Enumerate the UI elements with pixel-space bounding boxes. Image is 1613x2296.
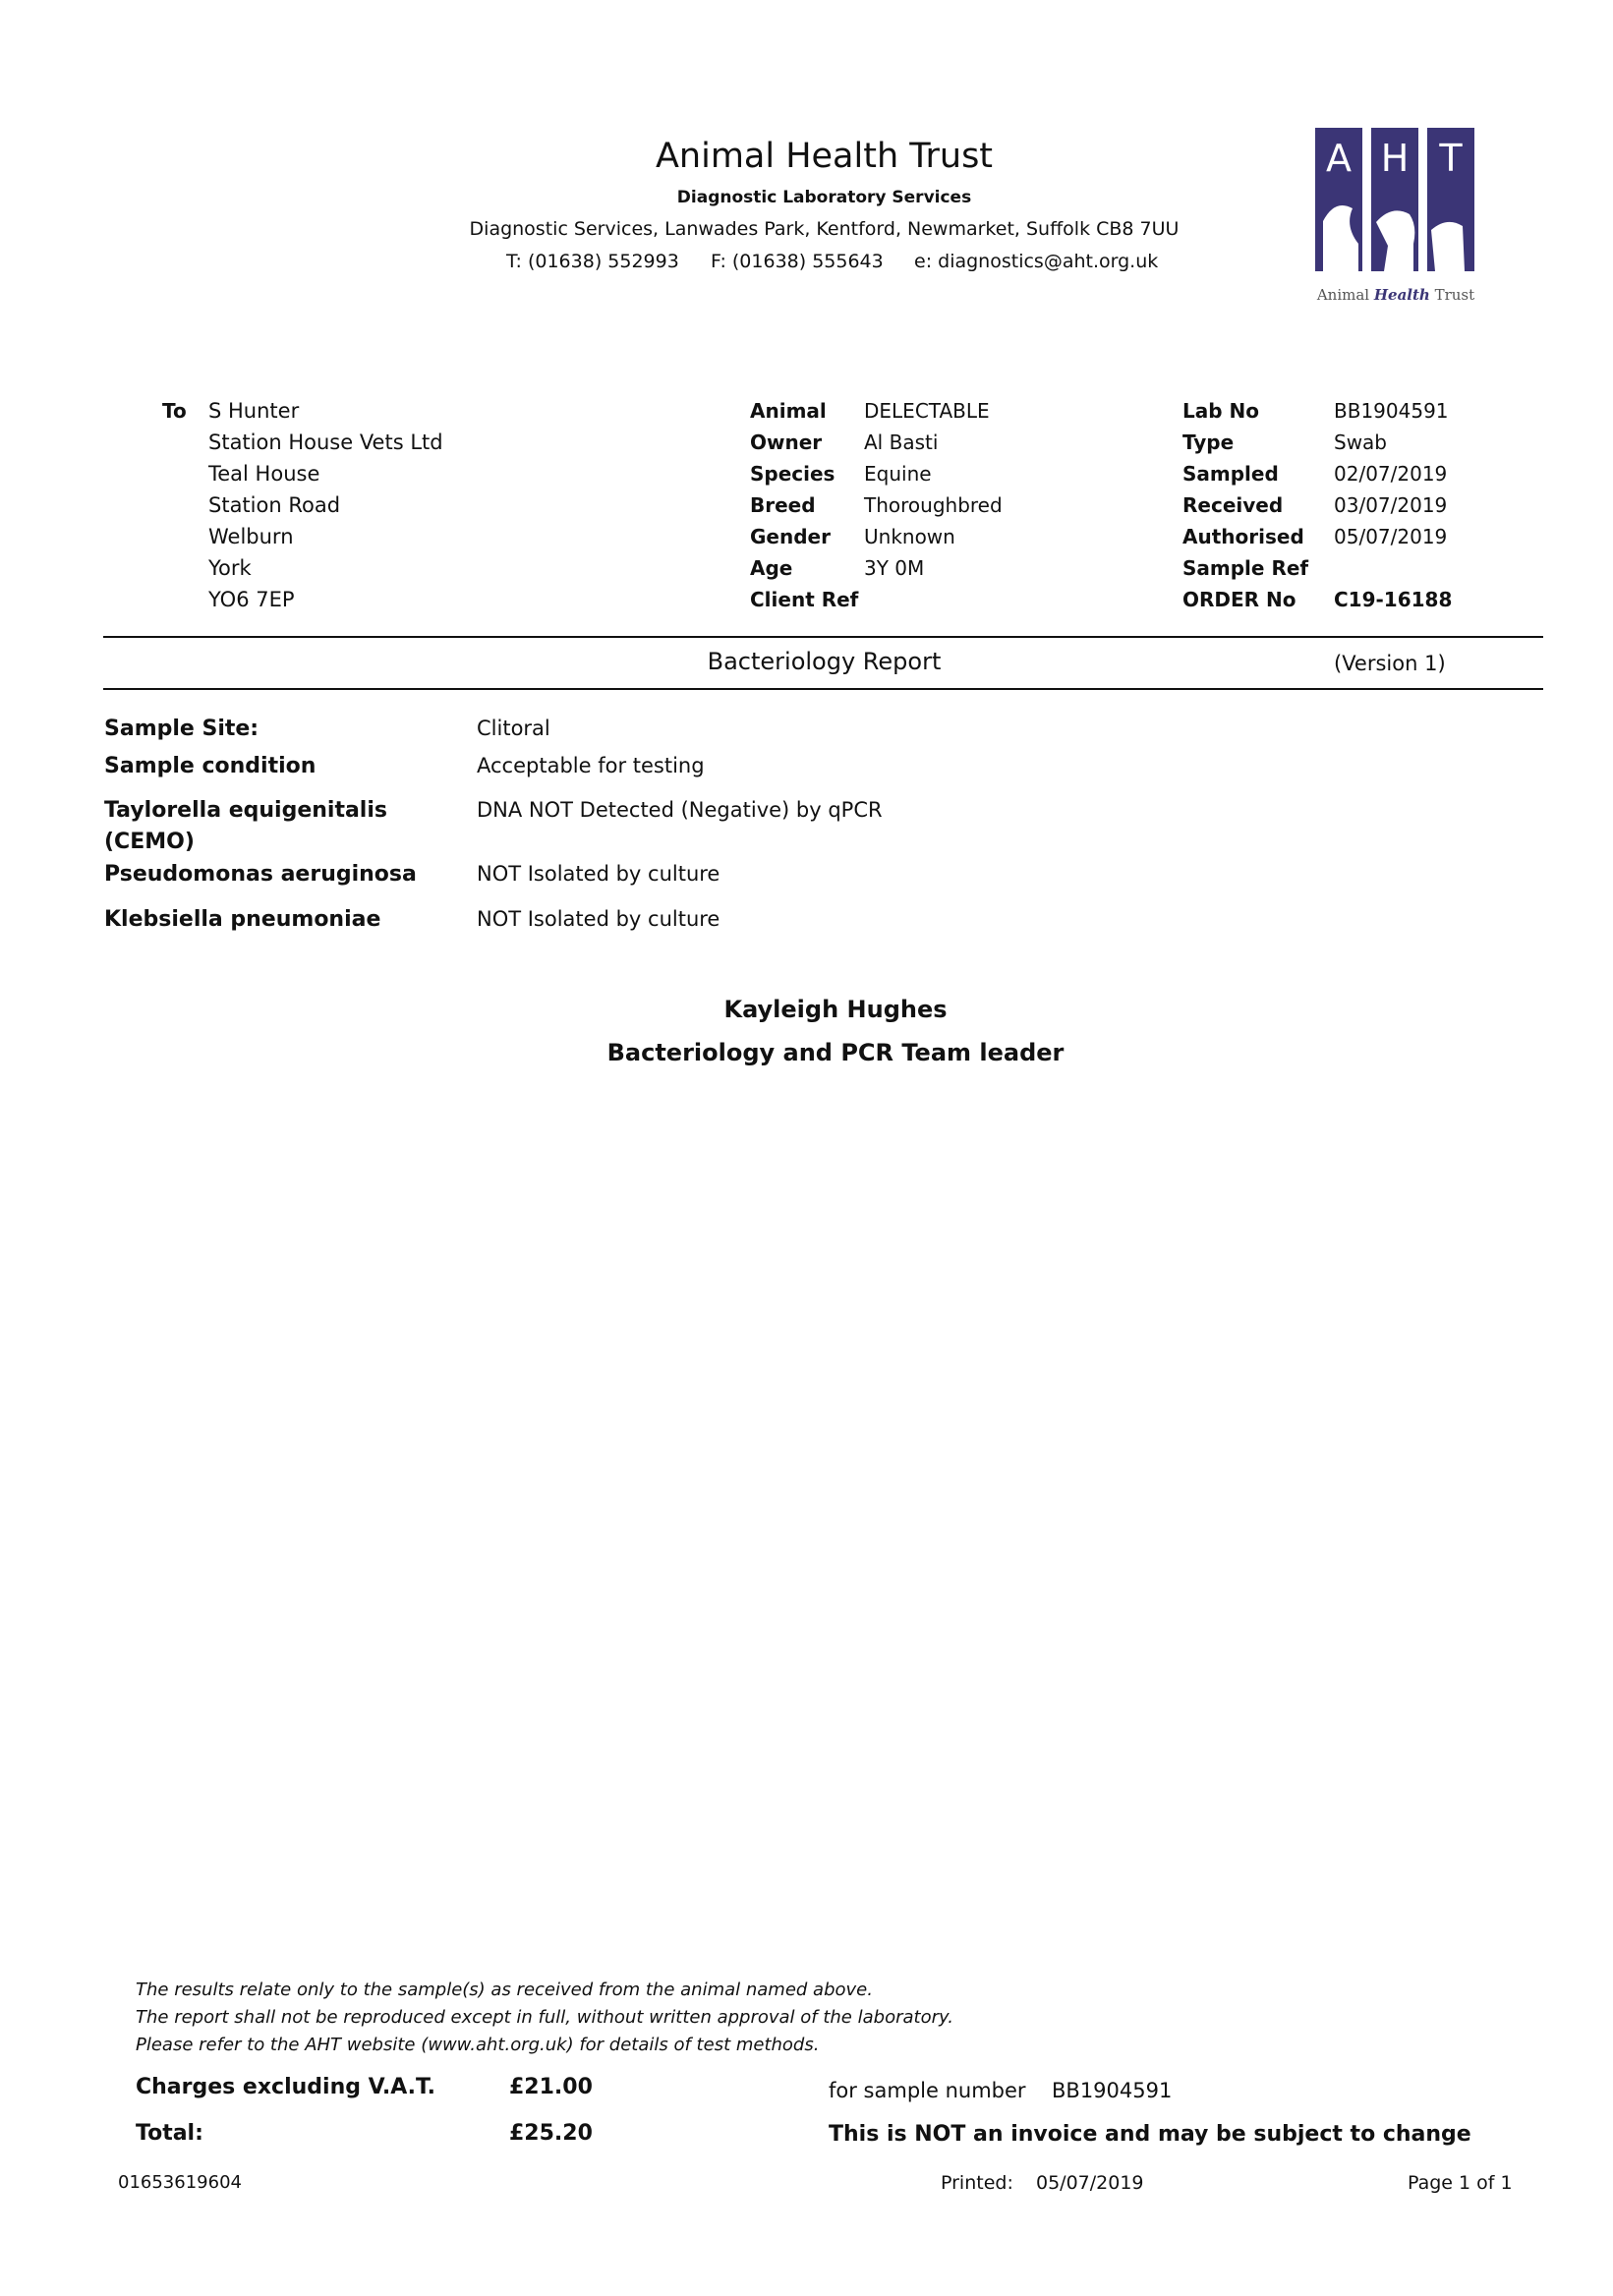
sample-condition-value: Acceptable for testing <box>477 754 705 777</box>
logo-letter-a: A <box>1326 137 1352 180</box>
sample-site-value: Clitoral <box>477 717 550 740</box>
printed-date: 05/07/2019 <box>1036 2172 1144 2194</box>
recipient-line: Station House Vets Ltd <box>208 430 443 454</box>
order-no-value: C19-16188 <box>1334 588 1453 611</box>
received-label: Received <box>1182 493 1284 517</box>
recipient-name: S Hunter <box>208 399 300 423</box>
charges-label: Charges excluding V.A.T. <box>136 2075 436 2099</box>
taylorella-value: DNA NOT Detected (Negative) by qPCR <box>477 798 883 822</box>
type-label: Type <box>1182 430 1235 454</box>
disclaimer-line: Please refer to the AHT website (www.aht.org.uk) for details of test methods. <box>136 2035 820 2055</box>
org-subtitle: Diagnostic Laboratory Services <box>676 188 972 207</box>
authorised-value: 05/07/2019 <box>1334 525 1448 548</box>
recipient-line: Station Road <box>208 493 341 517</box>
signatory-role: Bacteriology and PCR Team leader <box>606 1039 1065 1066</box>
klebsiella-value: NOT Isolated by culture <box>477 907 720 931</box>
document-id: 01653619604 <box>118 2172 242 2193</box>
recipient-line: Welburn <box>208 525 294 548</box>
pseudomonas-value: NOT Isolated by culture <box>477 862 720 886</box>
animal-value: DELECTABLE <box>864 399 990 423</box>
taylorella-label-cemo: (CEMO) <box>104 830 195 854</box>
divider-top <box>103 636 1543 638</box>
owner-value: Al Basti <box>864 430 939 454</box>
divider-bottom <box>103 688 1543 690</box>
age-value: 3Y 0M <box>864 556 925 580</box>
report-version: (Version 1) <box>1334 652 1446 675</box>
species-label: Species <box>750 462 835 486</box>
authorised-label: Authorised <box>1182 525 1304 548</box>
lab-no-label: Lab No <box>1182 399 1259 423</box>
report-title: Bacteriology Report <box>707 648 942 675</box>
invoice-note: This is NOT an invoice and may be subject to change <box>829 2122 1471 2147</box>
animal-label: Animal <box>750 399 827 423</box>
logo-letter-h: H <box>1380 137 1410 180</box>
client-ref-label: Client Ref <box>750 588 859 611</box>
breed-value: Thoroughbred <box>864 493 1003 517</box>
logo-letter-t: T <box>1439 137 1463 180</box>
type-value: Swab <box>1334 430 1388 454</box>
org-phone: T: (01638) 552993 <box>506 251 679 272</box>
recipient-postcode: YO6 7EP <box>208 588 295 611</box>
sampled-value: 02/07/2019 <box>1334 462 1448 486</box>
to-label: To <box>162 399 187 423</box>
recipient-line: York <box>208 556 252 580</box>
pseudomonas-label: Pseudomonas aeruginosa <box>104 862 417 887</box>
org-fax: F: (01638) 555643 <box>711 251 884 272</box>
gender-value: Unknown <box>864 525 955 548</box>
aht-logo <box>1315 128 1474 271</box>
disclaimer-line: The results relate only to the sample(s) as received from the animal named above. <box>136 1980 873 2000</box>
age-label: Age <box>750 556 793 580</box>
org-name: Animal Health Trust <box>655 137 994 176</box>
gender-label: Gender <box>750 525 831 548</box>
sample-number-label: for sample number <box>829 2079 1026 2102</box>
total-label: Total: <box>136 2121 203 2146</box>
species-value: Equine <box>864 462 932 486</box>
sample-ref-label: Sample Ref <box>1182 556 1309 580</box>
owner-label: Owner <box>750 430 823 454</box>
signatory-name: Kayleigh Hughes <box>723 996 948 1023</box>
aht-logo-mark <box>1315 128 1474 271</box>
received-value: 03/07/2019 <box>1334 493 1448 517</box>
lab-no-value: BB1904591 <box>1334 399 1449 423</box>
org-email: e: diagnostics@aht.org.uk <box>914 251 1159 272</box>
sample-number-value: BB1904591 <box>1052 2079 1173 2102</box>
sampled-label: Sampled <box>1182 462 1279 486</box>
sample-site-label: Sample Site: <box>104 717 259 741</box>
order-no-label: ORDER No <box>1182 588 1296 611</box>
recipient-line: Teal House <box>208 462 320 486</box>
charges-value: £21.00 <box>509 2075 593 2099</box>
sample-condition-label: Sample condition <box>104 754 317 778</box>
disclaimer-line: The report shall not be reproduced except in full, without written approval of the laboratory. <box>136 2007 953 2028</box>
breed-label: Breed <box>750 493 816 517</box>
printed-label: Printed: <box>941 2172 1013 2194</box>
total-value: £25.20 <box>509 2121 593 2146</box>
klebsiella-label: Klebsiella pneumoniae <box>104 907 381 932</box>
logo-caption: Animal Health Trust <box>1316 286 1475 304</box>
taylorella-label: Taylorella equigenitalis <box>104 798 387 823</box>
org-address: Diagnostic Services, Lanwades Park, Kentford, Newmarket, Suffolk CB8 7UU <box>469 218 1180 240</box>
page-number: Page 1 of 1 <box>1408 2172 1513 2194</box>
